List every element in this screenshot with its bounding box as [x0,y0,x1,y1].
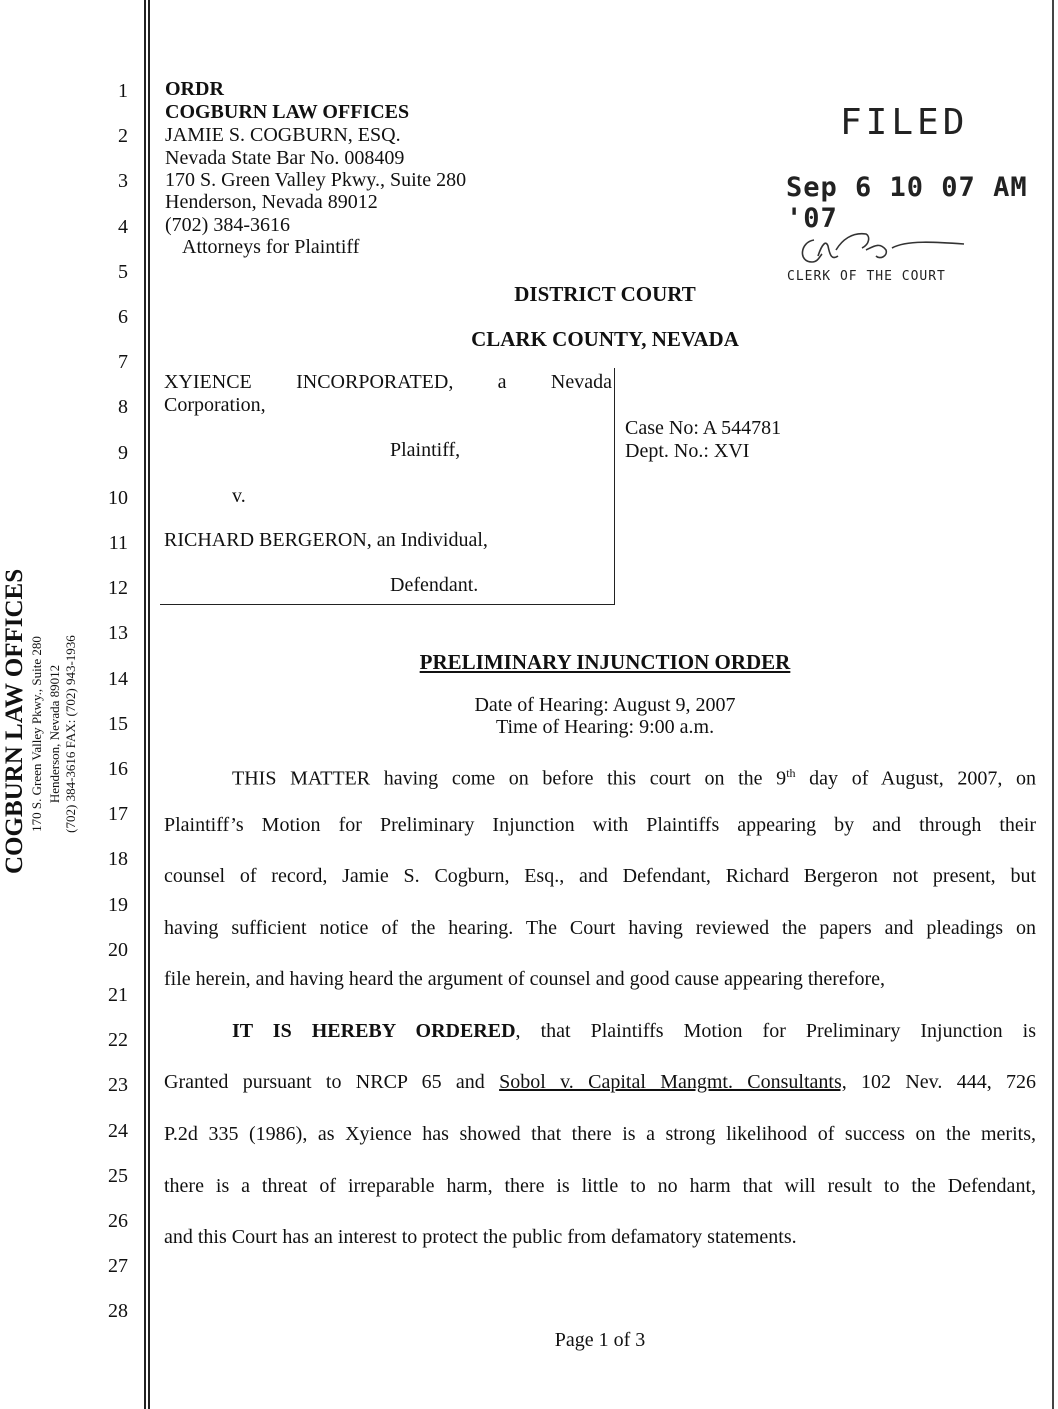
plaintiff-word: INCORPORATED, [296,371,454,393]
attorney-role: Attorneys for Plaintiff [182,236,360,258]
plaintiff-word: a [497,371,507,393]
line-number: 5 [118,260,128,283]
para1-line: counsel of record, Jamie S. Cogburn, Esq., and Defendant, Richard Bergeron not present, but [164,865,1036,887]
plaintiff-name [164,371,612,394]
para2-text: Granted pursuant to NRCP 65 and [164,1071,500,1093]
case-number: Case No: A 544781 [625,417,782,439]
case-citation: Sobol v. Capital Mangmt. Consultants, [499,1071,847,1093]
firm-address: 170 S. Green Valley Pkwy., Suite 280 [165,169,467,191]
sidebar-city: Henderson, Nevada 89012 [47,664,62,804]
hearing-date: Date of Hearing: August 9, 2007 [474,694,736,716]
line-number: 27 [108,1255,128,1278]
line-number: 13 [108,622,128,645]
line-number: 24 [108,1119,128,1142]
firm-name: COGBURN LAW OFFICES [165,101,410,123]
line-number: 23 [108,1074,128,1097]
para2-line [164,1070,1036,1094]
filed-date-stamp: Sep 6 10 07 AM '07 [786,172,1028,234]
line-number: 16 [108,758,128,780]
ordinal-suffix: th [786,766,796,780]
plaintiff-word: XYIENCE [164,371,252,393]
para1-text: THIS MATTER having come on before this court on the 9 [232,767,787,790]
sidebar-address: 170 S. Green Valley Pkwy., Suite 280 [29,636,44,832]
firm-phone: (702) 384-3616 [165,214,290,236]
bar-number: Nevada State Bar No. 008409 [165,147,405,169]
plaintiff-role: Plaintiff, [390,439,461,461]
line-number: 15 [108,712,128,735]
sidebar-firm-name: COGBURN LAW OFFICES [1,568,28,874]
attorney-name: JAMIE S. COGBURN, ESQ. [165,124,401,146]
versus: v. [232,485,246,507]
line-number: 25 [108,1164,128,1187]
line-number: 7 [118,351,128,374]
para2-text: , that Plaintiffs Motion for Preliminary Injunction is [515,1020,1036,1042]
court-county: CLARK COUNTY, NEVADA [471,327,739,351]
line-number: 2 [118,125,128,148]
line-number: 14 [108,667,128,690]
line-number: 28 [108,1300,128,1323]
line-number: 6 [118,306,128,328]
para1-line [232,761,1036,791]
firm-city: Henderson, Nevada 89012 [165,191,378,213]
line-number: 26 [108,1210,128,1232]
sidebar-phone: (702) 384-3616 FAX: (702) 943-1936 [63,635,78,833]
order-title: PRELIMINARY INJUNCTION ORDER [419,650,791,674]
line-number: 11 [108,532,128,554]
para2-line: P.2d 335 (1986), as Xyience has showed that there is a strong likelihood of success on the merits, [164,1123,1036,1145]
page-number: Page 1 of 3 [554,1329,646,1351]
para2-line: there is a threat of irreparable harm, there is little to no harm that will result to the Defendant, [164,1175,1036,1197]
firm-sidebar [0,0,88,1409]
plaintiff-word: Nevada [550,371,612,393]
dept-number: Dept. No.: XVI [625,440,750,462]
ordered-phrase: IT IS HEREBY ORDERED [232,1020,516,1042]
line-number: 9 [118,441,128,464]
line-number: 20 [108,938,128,961]
line-number: 12 [108,577,128,600]
court-name: DISTRICT COURT [514,282,696,306]
defendant-role: Defendant. [390,574,479,596]
para2-line: and this Court has an interest to protect the public from defamatory statements. [164,1226,797,1248]
hearing-time: Time of Hearing: 9:00 a.m. [495,716,715,738]
line-number: 17 [108,803,128,826]
para2-text: 102 Nev. 444, 726 [846,1071,1037,1093]
margin-line-left-2 [148,0,150,1409]
line-number: 1 [118,80,128,102]
line-number: 18 [108,848,128,871]
para2-line [232,1019,1036,1043]
para1-line: having sufficient notice of the hearing. The Court having reviewed the papers and pleadings on [164,917,1036,939]
line-number: 8 [118,396,128,419]
line-number: 21 [108,984,128,1006]
line-number: 3 [118,170,128,193]
clerk-stamp: CLERK OF THE COURT [787,269,946,284]
para1-line: file herein, and having heard the argument of counsel and good cause appearing therefore, [164,968,886,990]
para1-line: Plaintiff’s Motion for Preliminary Injunction with Plaintiffs appearing by and through their [164,814,1036,836]
plaintiff-name-line2: Corporation, [164,394,266,416]
filed-stamp: FILED [840,102,969,143]
margin-line-left [144,0,146,1409]
line-number: 22 [108,1029,128,1052]
doc-code: ORDR [165,78,224,100]
line-number: 10 [108,486,128,509]
defendant-name: RICHARD BERGERON, an Individual, [164,529,488,551]
para1-text: day of August, 2007, on [795,767,1036,790]
line-number: 4 [118,215,128,238]
line-number: 19 [108,893,128,916]
